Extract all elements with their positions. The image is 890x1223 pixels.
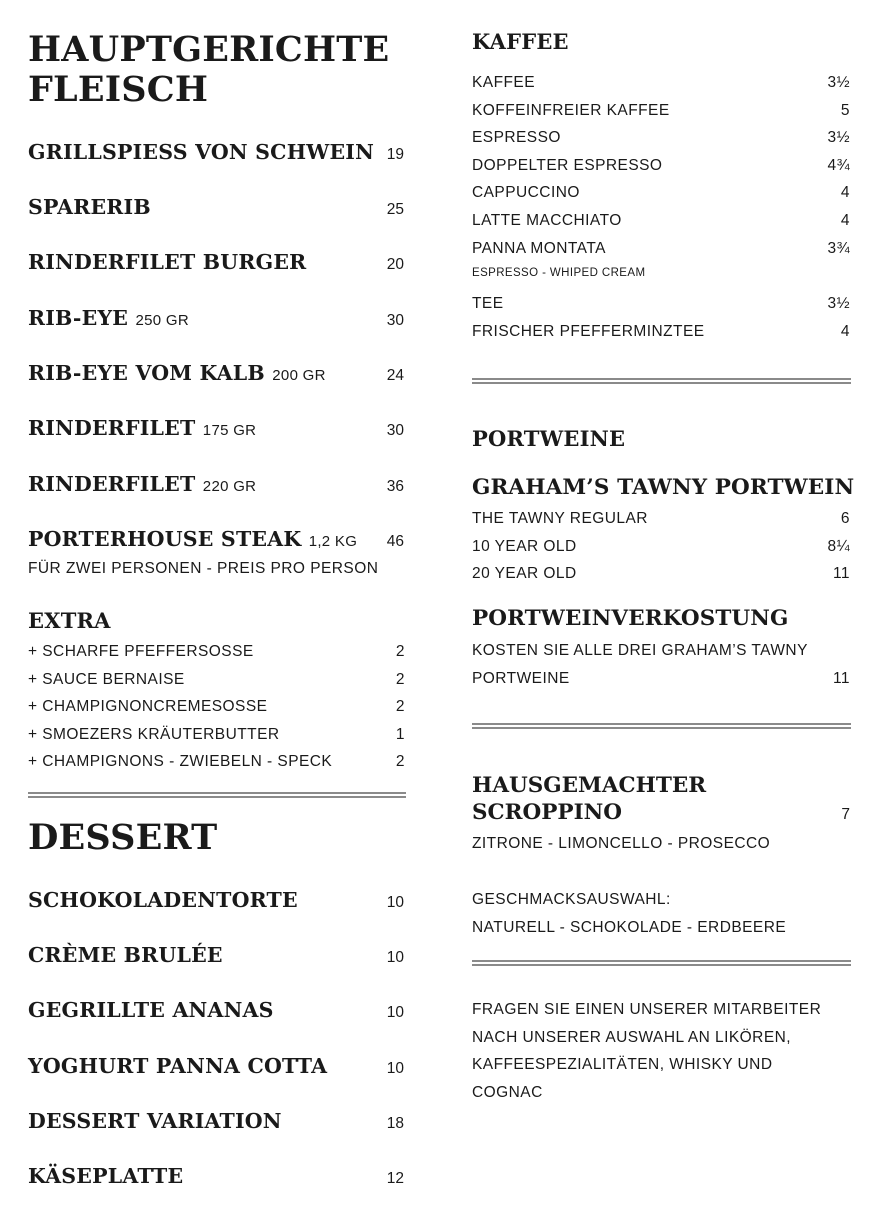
scroppino-title-row (472, 799, 851, 828)
dish-name: YOGHURT PANNA COTTA (28, 1054, 328, 1078)
dish-name: RIB-EYE 250 GR (28, 306, 189, 330)
port-name: THE TAWNY REGULAR (472, 510, 648, 527)
drink-price: 3½ (827, 295, 850, 312)
port-price: 6 (840, 510, 850, 527)
drink-name: CAPPUCCINO (472, 184, 580, 202)
tasting-desc (472, 637, 851, 692)
graham-list (472, 505, 851, 588)
extra-price: 1 (395, 725, 405, 743)
dish-price: 30 (386, 422, 404, 439)
drink-name: ESPRESSO (472, 129, 561, 147)
list-item (472, 207, 851, 235)
port-name: 20 YEAR OLD (472, 565, 577, 583)
choice-options: NATURELL - SCHOKOLADE - ERDBEERE (472, 918, 787, 936)
menu-item (28, 1109, 406, 1133)
footer-note (472, 996, 851, 1106)
menu-item (28, 472, 406, 496)
choice-label: GESCHMACKSAUSWAHL: (472, 891, 671, 908)
scroppino-title-line1: HAUSGEMACHTER (472, 773, 707, 798)
dish-name: RIB-EYE VOM KALB 200 GR (28, 361, 326, 385)
dish-name: DESSERT VARIATION (28, 1109, 282, 1133)
list-item (472, 533, 851, 561)
drink-name: PANNA MONTATA (472, 239, 606, 257)
dish-price: 18 (386, 1115, 404, 1132)
tea-list (472, 290, 851, 345)
menu-item (28, 1054, 406, 1078)
section-divider (472, 378, 851, 384)
dish-name: RINDERFILET BURGER (28, 250, 307, 274)
menu-item (28, 1164, 406, 1188)
dish-name: PORTERHOUSE STEAK 1,2 KG (28, 527, 358, 551)
dish-weight: 1,2 KG (308, 533, 358, 550)
list-item (472, 560, 851, 588)
list-item (472, 235, 851, 263)
list-item (472, 124, 851, 152)
scroppino-price: 7 (841, 806, 850, 823)
drink-price: 3½ (827, 74, 850, 91)
dish-name: GEGRILLTE ANANAS (28, 998, 274, 1022)
dish-price: 10 (386, 1004, 404, 1021)
section-divider (472, 723, 851, 729)
dish-name: KÄSEPLATTE (28, 1164, 184, 1188)
dish-name: RINDERFILET 220 GR (28, 472, 257, 496)
port-name: 10 YEAR OLD (472, 537, 577, 555)
drink-name: KOFFEINFREIER KAFFEE (472, 101, 670, 119)
kaffee-title: KAFFEE (472, 29, 569, 54)
drink-price: 4¾ (827, 156, 850, 174)
list-item (28, 693, 406, 721)
drink-name: FRISCHER PFEFFERMINZTEE (472, 322, 705, 340)
drink-price: 3½ (827, 129, 850, 147)
dish-weight: 250 GR (135, 312, 189, 329)
dish-name: CRÈME BRULÉE (28, 943, 223, 967)
menu-item (28, 416, 406, 440)
list-item (28, 721, 406, 749)
list-item (472, 290, 851, 318)
list-item (472, 665, 851, 693)
graham-title: GRAHAM’S TAWNY PORTWEIN (472, 475, 855, 500)
tasting-title: PORTWEINVERKOSTUNG (472, 606, 789, 631)
portweine-title: PORTWEINE (472, 426, 626, 451)
section-divider (472, 960, 851, 966)
drink-name: TEE (472, 295, 504, 312)
menu-item (28, 998, 406, 1022)
footer-line1: FRAGEN SIE EINEN UNSERER MITARBEITER (472, 1001, 822, 1018)
meat-title-line1: HAUPTGERICHTE (28, 29, 390, 70)
menu-item (28, 250, 406, 274)
menu-item (28, 140, 406, 164)
dish-name: SPARERIB (28, 195, 151, 219)
dish-price: 19 (386, 146, 404, 163)
tasting-line1: KOSTEN SIE ALLE DREI GRAHAM’S TAWNY (472, 642, 808, 659)
extra-list (28, 638, 406, 776)
port-price: 8¼ (827, 537, 850, 555)
extra-price: 2 (395, 643, 405, 660)
extra-name: + CHAMPIGNONCREMESOSSE (28, 698, 268, 716)
meat-title-line2: FLEISCH (28, 69, 209, 110)
list-item (472, 318, 851, 346)
dish-price: 30 (386, 312, 404, 329)
kaffee-list (472, 69, 851, 262)
dish-weight: 175 GR (202, 422, 257, 439)
dish-price: 36 (386, 478, 404, 495)
menu-item (28, 306, 406, 330)
list-item (472, 69, 851, 97)
port-price: 11 (833, 565, 850, 583)
menu-item (28, 195, 406, 219)
drink-price: 4 (840, 322, 850, 340)
drink-price: 3¾ (827, 239, 850, 257)
dish-price: 24 (386, 367, 404, 384)
dish-price: 10 (386, 1060, 404, 1077)
extra-name: + SAUCE BERNAISE (28, 670, 185, 688)
dish-price: 46 (386, 533, 404, 550)
drink-price: 5 (840, 101, 850, 119)
footer-line2: NACH UNSERER AUSWAHL AN LIKÖREN, (472, 1028, 792, 1046)
menu-item (28, 361, 406, 385)
extra-price: 2 (395, 670, 405, 688)
dish-weight: 220 GR (202, 478, 257, 495)
drink-price: 4 (840, 184, 850, 202)
extra-name: + SMOEZERS KRÄUTERBUTTER (28, 725, 280, 743)
list-item (472, 97, 851, 125)
footer-line4: COGNAC (472, 1083, 543, 1101)
dish-price: 10 (386, 894, 404, 911)
dish-name: RINDERFILET 175 GR (28, 416, 257, 440)
dish-name: SCHOKOLADENTORTE (28, 888, 298, 912)
dish-price: 10 (386, 949, 404, 966)
list-item (472, 179, 851, 207)
extra-name: + SCHARFE PFEFFERSOSSE (28, 643, 254, 660)
list-item (472, 152, 851, 180)
dish-price: 12 (386, 1170, 404, 1187)
dish-name: GRILLSPIESS VON SCHWEIN (28, 140, 375, 164)
list-item (28, 638, 406, 666)
scroppino-title (472, 772, 851, 828)
list-item (28, 666, 406, 694)
scroppino-title-line2: SCROPPINO (472, 800, 623, 825)
list-item (472, 505, 851, 533)
right-column (472, 0, 855, 1223)
extra-price: 2 (395, 698, 405, 716)
left-column (28, 0, 406, 1223)
menu-item (28, 888, 406, 912)
dish-price: 25 (386, 201, 404, 218)
menu-item (28, 943, 406, 967)
meat-section-title (28, 30, 406, 110)
dish-weight: 200 GR (272, 367, 326, 384)
scroppino-ingredients: ZITRONE - LIMONCELLO - PROSECCO (472, 835, 771, 852)
extra-name: + CHAMPIGNONS - ZWIEBELN - SPECK (28, 753, 333, 771)
porterhouse-note: FÜR ZWEI PERSONEN - PREIS PRO PERSON (28, 560, 379, 577)
menu-item (28, 527, 406, 551)
scroppino-choice (472, 886, 851, 941)
drink-price: 4 (840, 211, 850, 229)
panna-note: ESPRESSO - WHIPED CREAM (472, 267, 646, 279)
dish-price: 20 (386, 256, 404, 273)
section-divider (28, 792, 406, 798)
tasting-line2: PORTWEINE (472, 669, 570, 687)
drink-name: KAFFEE (472, 74, 535, 91)
dessert-title: DESSERT (28, 817, 218, 858)
drink-name: DOPPELTER ESPRESSO (472, 156, 663, 174)
drink-name: LATTE MACCHIATO (472, 211, 622, 229)
extra-price: 2 (395, 753, 405, 771)
footer-line3: KAFFEESPEZIALITÄTEN, WHISKY UND (472, 1056, 773, 1074)
list-item (28, 748, 406, 776)
extra-title: EXTRA (28, 608, 111, 633)
tasting-price: 11 (833, 669, 850, 687)
